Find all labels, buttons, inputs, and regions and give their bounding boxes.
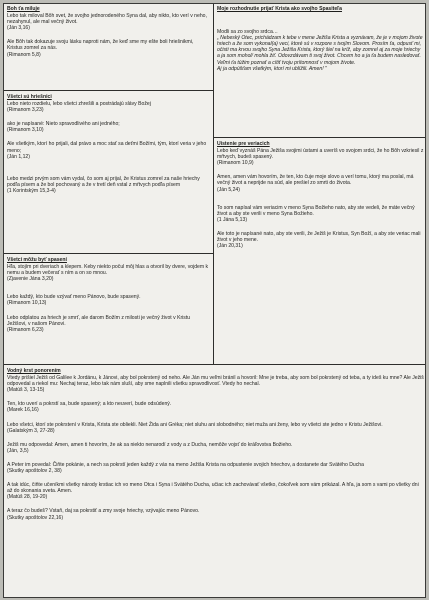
verse-text: Lebo všetci, ktorí ste pokrstení v Krista, Krista ste obliekli. Niet Žida ani Gréka; niet sluhu ani slobodného; niet muža ani ženy, lebo vy všetci ste jedno v Kristu Ježišovi. [7,421,383,428]
divider-right-1 [213,137,426,138]
verse-reference: (Zjavenie Jána 3,20) [7,276,54,283]
verse-reference: (Matúš 28, 19-20) [7,494,48,501]
printed-sheet [3,3,426,598]
verse-text: Lebo medzi prvým som vám vydal, čo som aj prijal, že Kristus zomrel za naše hriechy podľa písem a že bol pochovaný a že v tretí deň vstal z mŕtvych podľa písem [7,175,200,188]
verse-text: Lebo nieto rozdielu, lebo všetci zhrešili a postrádajú slávy Božej [7,101,151,108]
divider-left-1 [4,90,213,91]
verse-text: To som napísal vám veriacim v meno Syna Božieho nato, aby ste vedeli, že máte večný život a aby ste verili v meno Syna Božieho. [217,204,415,217]
section-heading: Moje rozhodnutie prijať Krista ako svojho Spasiteľa [217,6,342,12]
section-god-loves-you [4,4,213,90]
verse-text: ako je napísané: Nieto spravodlivého ani jedného; [7,121,120,128]
section-water-baptism [4,366,426,598]
verse-reference: (Rimanom 3,23) [7,107,44,114]
verse-text: Ale toto je napísané nato, aby ste verili, že Ježiš je Kristus, Syn Boží, a aby ste veriac mali život v jeho mene. [217,230,421,244]
verse-reference: (Matúš 3, 13-15) [7,387,45,394]
verse-reference: (Skutky apoštolov 22,16) [7,514,64,521]
prayer-intro: Modli sa zo svojho srdca… [217,29,278,36]
verse-reference: (Rimanom 5,8) [7,51,41,58]
verse-text: Amen, amen vám hovorím, že ten, kto čuje moje slovo a verí tomu, ktorý ma poslal, má večný život a neprijde na súd, ale prešiel zo smrti do života. [217,174,414,187]
verse-text: Ten, kto uverí a pokrstí sa, bude spasený; a kto neuverí, bude odsúdený. [7,401,172,408]
section-all-are-sinners [4,92,213,253]
verse-reference: (Galatským 3, 27-28) [7,427,55,434]
section-assurance-for-believers [214,139,426,364]
verse-reference: (Rimanom 3,10) [7,127,44,134]
verse-reference: (Marek 16,16) [7,407,39,414]
verse-text: Lebo každý, kto bude vzývať meno Pánovo, bude spasený. [7,294,141,301]
section-heading: Všetci sú hriešnici [7,94,52,100]
section-heading: Všetci môžu byť spasení [7,257,67,263]
verse-reference: (Rimanom 10,13) [7,300,47,307]
prayer-text: „ Nebeský Otec, prichádzam k tebe v mene Ježiša Krista a vyznávam, že je v mojom živote hriech a že som vykonal(a) veci, ktoré sú v rozpore s tvojím Slovom. Prosím ťa, odpusť mi, očisti ma krvou svojho Syna Ježiša Krista, ktorý šiel na kríž, aby zomrel aj za moje hriechy a ja som mohol/ mohla žiť. Odovzdávam ti svoj život. Chcem ho a ja ťa budem nasledovať. Veľmi ťa túžim poznať a cítiť tvoju prítomnosť v mojom živote. [217,35,423,66]
section-all-can-be-saved [4,255,213,364]
verse-text: A tak idúc, čiňte učeníkmi všetky národy krstiac ich vo meno Otca i Syna i Svätého Ducha, učiac ich zachovávať všetko, čokoľvek som vám prikázal. A hľa, ja som s vami po všetky dni až do skonania sveta. Amen. [7,482,419,495]
verse-reference: (1 Jána 5,13) [217,216,248,223]
section-heading: Boh ťa miluje [7,6,40,12]
verse-reference: (1 Korintským 15,3-4) [7,187,56,194]
verse-text: Ježiš mu odpovedal: Amen, amen ti hovorím, že ak sa niekto nenarodí z vody a z Ducha, nemôže vojsť do kráľovstva Božieho. [7,441,293,448]
verse-text: Lebo odplatou za hriech je smrť, ale darom Božím z milosti je večný život v Kristu Ježišovi, v našom Pánovi. [7,314,191,327]
verse-reference: (Ján, 3,5) [7,447,29,454]
verse-text: Lebo keď vyznáš Pána Ježiša svojimi ústami a uveríš vo svojom srdci, že ho Bôh vzkriesil z mŕtvych, budeš spasený. [217,148,424,161]
verse-reference: (Rimanom 10,9) [217,160,254,167]
verse-text: Vtedy prišiel Ježiš od Galilee k Jordánu, k Jánovi, aby bol pokrstený od neho. Ale Ján mu veľmi bránil a hovoril: Mne je treba, aby som bol pokrstený od teba, a ty ideš ku mne? Ale Ježiš odpovedal a riekol mu: Nechaj teraz, lebo tak nám sluší, aby sme naplnili všetku spravodlivosť. Vtedy ho nechal. [7,375,424,388]
verse-text: Ale všetkým, ktorí ho prijali, dal právo a moc stať sa deťmi Božími, tým, ktorí veria v jeho meno; [7,141,207,154]
verse-reference: (Ján 1,12) [7,153,30,160]
prayer-text-ending: Aj ja odpúšťam všetkým, ktorí mi ublížili. Amen! " [217,65,327,72]
verse-reference: (Rimanom 6,23) [7,326,44,333]
divider-bottom [4,364,426,365]
section-decision-prayer [214,4,426,137]
verse-text: Hľa, stojím pri dveriach a klepem. Keby niekto počul môj hlas a otvoril by dvere, vojdem k nemu a budem večerať s ním a on so mnou. [7,264,209,277]
verse-text: A Peter im povedal: Čiňte pokánie, a nech sa pokrstí jeden každý z vás na meno Ježiša Krista na odpustenie svojich hriechov, a dostanete dar Svätého Ducha [7,461,364,468]
verse-reference: (Skutky apoštolov 2, 38) [7,468,62,475]
verse-reference: (Ján 5,24) [217,186,240,193]
verse-text: Ale Bôh tak dokazuje svoju lásku naproti nám, že keď sme my ešte boli hriešnikmi, Kristus zomrel za nás. [7,39,194,52]
section-heading: Uistenie pre veriacich [217,141,270,147]
verse-text: Lebo tak miloval Bôh svet, že svojho jednorodeného Syna dal, aby nikto, kto verí v neho, nezahynul, ale mal večný život. [7,13,207,26]
verse-reference: (Ján 20,31) [217,243,243,250]
divider-left-2 [4,253,213,254]
verse-text: A teraz čo budeš? Vstaň, daj sa pokrstiť a zmy svoje hriechy, vzývajúc meno Pánovo. [7,508,200,515]
verse-reference: (Ján 3,16) [7,25,30,32]
section-heading: Vodný krst ponorením [7,368,61,374]
